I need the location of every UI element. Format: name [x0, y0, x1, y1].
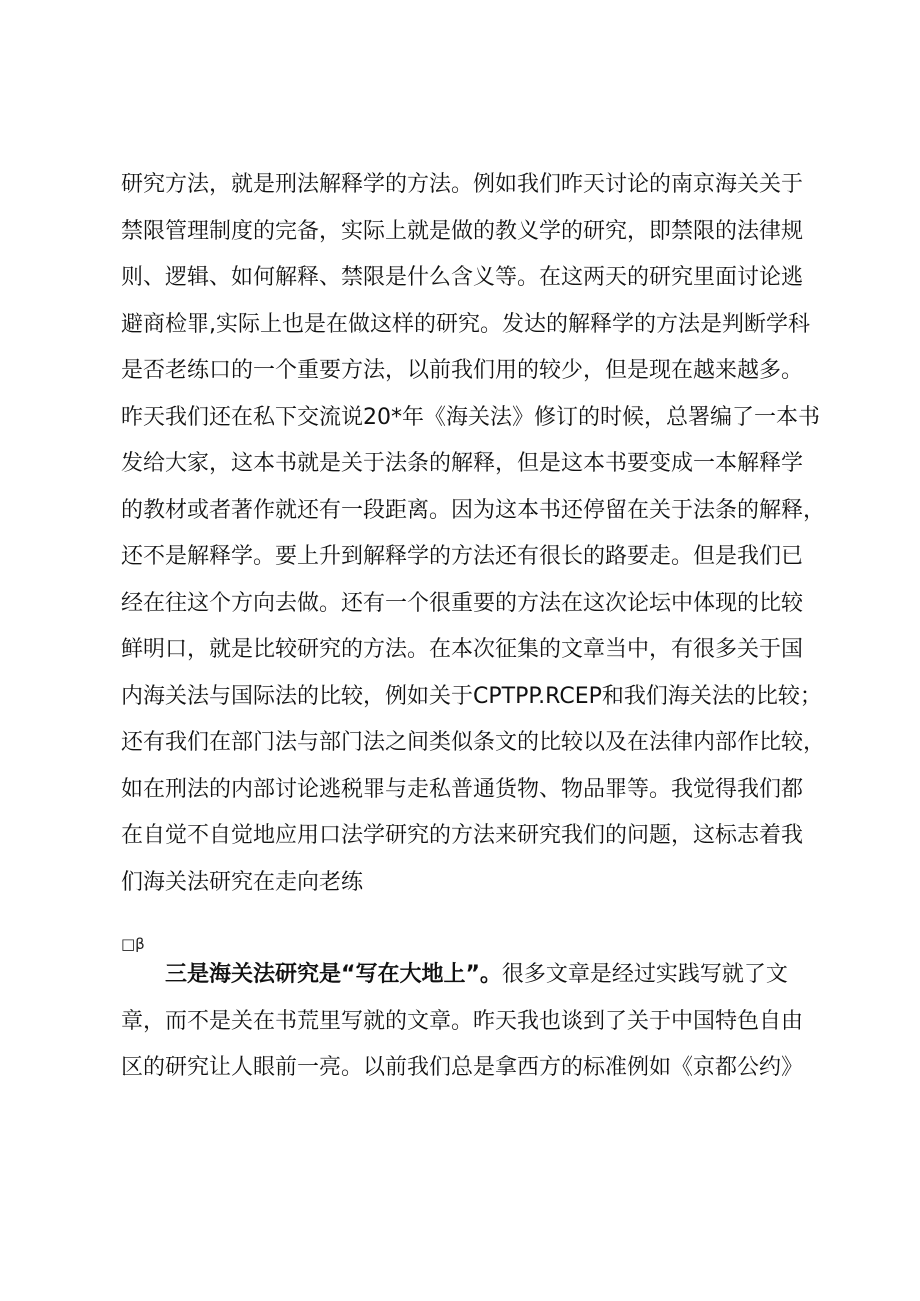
text-line: 区的研究让人眼前一亮。以前我们总是拿西方的标准例如《京都公约》: [121, 1055, 804, 1080]
footnote-marker: □β: [121, 935, 145, 953]
text-line: 如在刑法的内部讨论逃税罪与走私普通货物、物品罪等。我觉得我们都: [121, 777, 804, 802]
text-line: 发给大家，这本书就是关于法条的解释，但是这本书要变成一本解释学: [121, 451, 804, 476]
section-heading-inline: 三是海关法研究是“写在大地上”。: [165, 962, 502, 987]
text-line: 们海关法研究在走向老练: [121, 870, 364, 895]
text-line: 鲜明口，就是比较研究的方法。在本次征集的文章当中，有很多关于国: [121, 637, 804, 662]
text-line: 避商检罪,实际上也是在做这样的研究。发达的解释学的方法是判断学科: [121, 312, 810, 337]
text-line: 禁限管理制度的完备，实际上就是做的教义学的研究，即禁限的法律规: [121, 219, 804, 244]
text-line: 内海关法与国际法的比较，例如关于CPTPP.RCEP和我们海关法的比较；: [121, 684, 822, 709]
text-line: 则、逻辑、如何解释、禁限是什么含义等。在这两天的研究里面讨论逃: [121, 265, 804, 290]
text-line: 还不是解释学。要上升到解释学的方法还有很长的路要走。但是我们已: [121, 544, 804, 569]
text-span: 很多文章是经过实践写就了文: [501, 962, 788, 987]
text-line: 还有我们在部门法与部门法之间类似条文的比较以及在法律内部作比较，: [121, 730, 826, 755]
text-line: 经在往这个方向去做。还有一个很重要的方法在这次论坛中体现的比较: [121, 591, 804, 616]
paragraph-lead-line: [165, 960, 788, 990]
text-line: 是否老练口的一个重要方法，以前我们用的较少，但是现在越来越多。: [121, 358, 804, 383]
text-line: 研究方法，就是刑法解释学的方法。例如我们昨天讨论的南京海关关于: [121, 172, 804, 197]
text-line: 昨天我们还在私下交流说20*年《海关法》修订的时候，总署编了一本书: [121, 405, 820, 430]
text-line: 的教材或者著作就还有一段距离。因为这本书还停留在关于法条的解释，: [121, 498, 826, 523]
text-line: 在自觉不自觉地应用口法学研究的方法来研究我们的问题，这标志着我: [121, 823, 804, 848]
text-line: 章，而不是关在书荒里写就的文章。昨天我也谈到了关于中国特色自由: [121, 1009, 804, 1034]
